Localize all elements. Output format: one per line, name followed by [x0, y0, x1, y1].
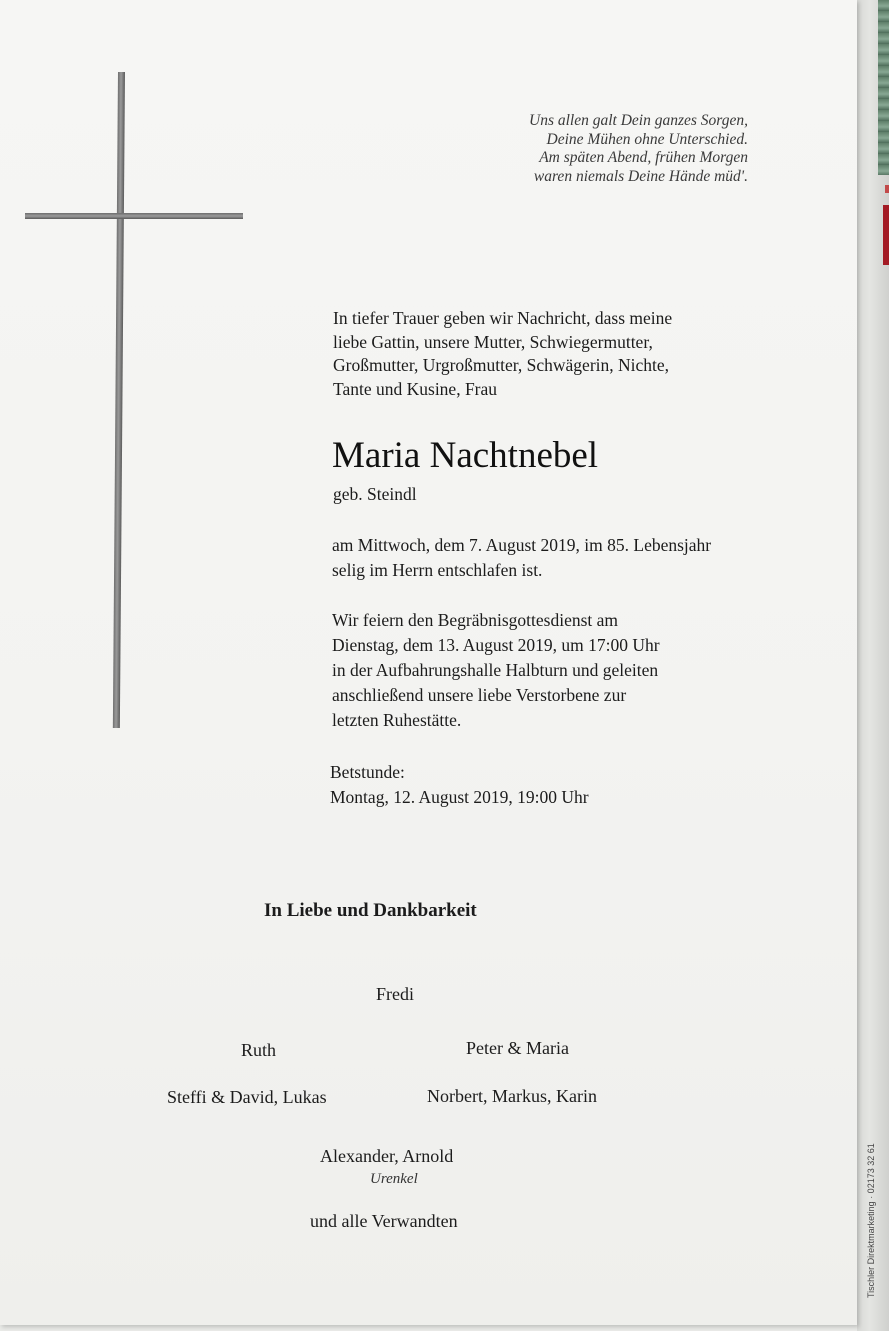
- death-notice-line: am Mittwoch, dem 7. August 2019, im 85. Lebensjahr: [332, 535, 712, 555]
- mourner-child: Ruth: [241, 1040, 277, 1060]
- funeral-details: [332, 608, 772, 733]
- prayer-label: Betstunde:: [330, 762, 405, 782]
- cross-icon-bar: [25, 213, 243, 219]
- quote-line: waren niemals Deine Hände müd'.: [533, 167, 748, 185]
- adjacent-page-decoration: [883, 205, 889, 265]
- quote-line: Uns allen galt Dein ganzes Sorgen,: [529, 112, 748, 129]
- prayer-hour: [330, 760, 770, 810]
- mourner-grandchildren: Steffi & David, Lukas: [167, 1087, 327, 1107]
- adjacent-page-edge: [857, 0, 889, 1331]
- funeral-line: Dienstag, dem 13. August 2019, um 17:00 Uhr: [332, 635, 660, 655]
- funeral-line: in der Aufbahrungshalle Halbturn und geleiten: [332, 660, 659, 680]
- intro-line: liebe Gattin, unsere Mutter, Schwiegermutter,: [333, 331, 653, 352]
- deceased-name: Maria Nachtnebel: [332, 435, 599, 476]
- mourner-great-grandchildren: Alexander, Arnold: [320, 1146, 454, 1166]
- funeral-line: anschließend unsere liebe Verstorbene zur: [332, 685, 627, 705]
- funeral-line: letzten Ruhestätte.: [332, 710, 462, 730]
- birth-name: geb. Steindl: [333, 484, 417, 504]
- funeral-line: Wir feiern den Begräbnisgottesdienst am: [332, 610, 619, 630]
- quote-line: Am späten Abend, frühen Morgen: [539, 149, 748, 166]
- mourner-spouse: Fredi: [376, 984, 414, 1004]
- mourner-child: Peter & Maria: [466, 1038, 569, 1058]
- adjacent-page-decoration: [885, 185, 889, 193]
- death-notice: [332, 533, 772, 583]
- adjacent-page-decoration: [878, 0, 889, 175]
- great-grandchildren-label: Urenkel: [370, 1171, 418, 1187]
- prayer-time: Montag, 12. August 2019, 19:00 Uhr: [330, 787, 589, 807]
- intro-line: Großmutter, Urgroßmutter, Schwägerin, Nichte,: [333, 355, 670, 375]
- cross-icon: [113, 72, 125, 728]
- announcement-intro: [333, 307, 733, 401]
- mourners-heading: In Liebe und Dankbarkeit: [264, 900, 477, 921]
- memorial-quote: [450, 112, 748, 186]
- printer-imprint: Tischler Direktmarketing · 02173 32 61: [866, 1143, 876, 1298]
- mourner-closing: und alle Verwandten: [310, 1211, 458, 1231]
- mourner-grandchildren: Norbert, Markus, Karin: [427, 1086, 597, 1106]
- quote-line: Deine Mühen ohne Unterschied.: [546, 130, 748, 148]
- death-notice-line: selig im Herrn entschlafen ist.: [332, 560, 543, 580]
- intro-line: Tante und Kusine, Frau: [333, 378, 498, 399]
- intro-line: In tiefer Trauer geben wir Nachricht, dass meine: [333, 308, 673, 328]
